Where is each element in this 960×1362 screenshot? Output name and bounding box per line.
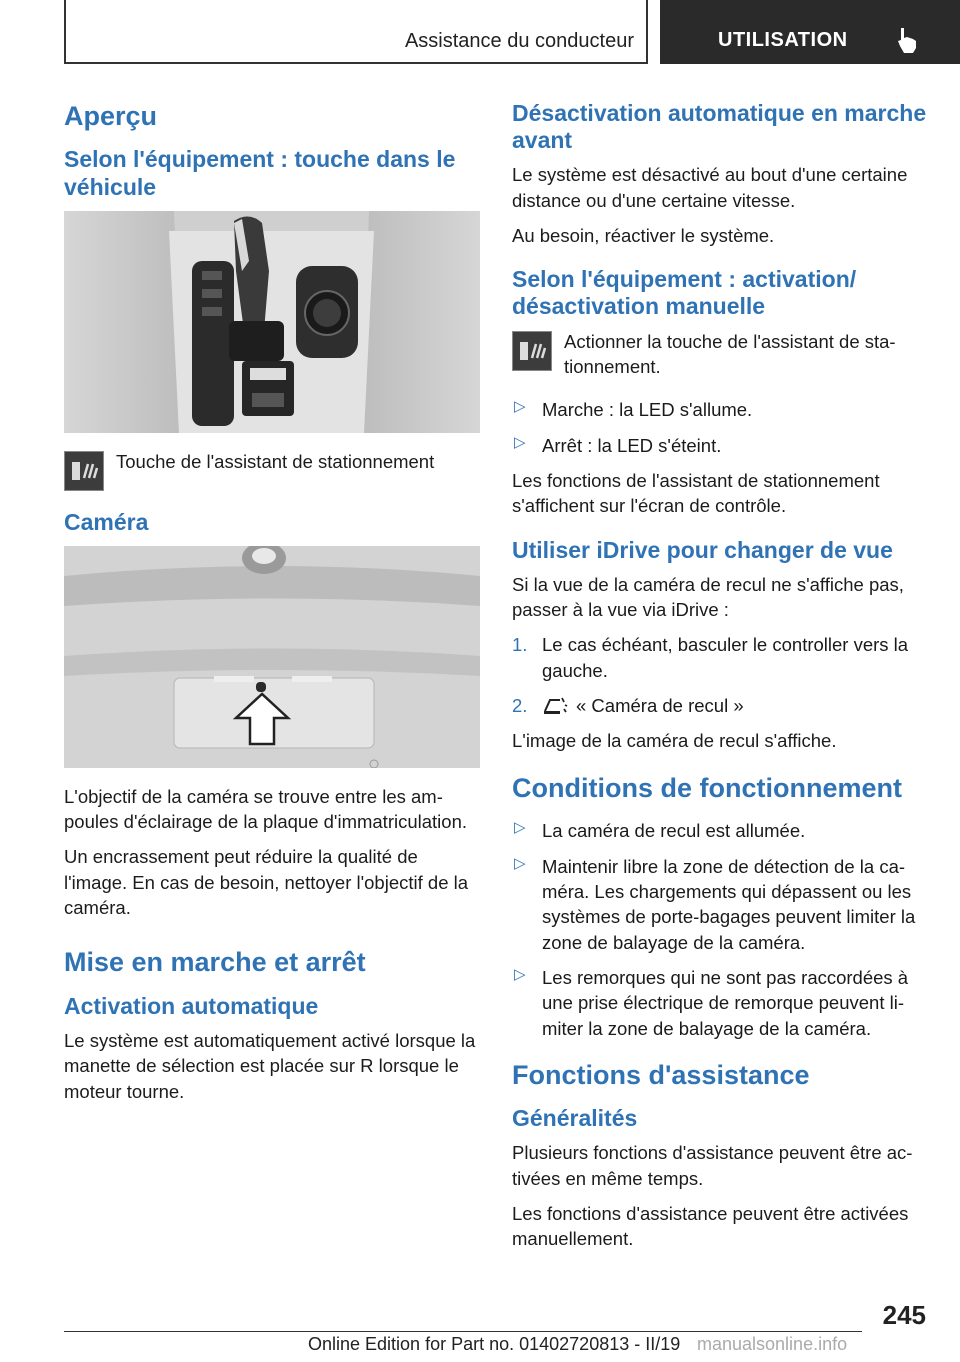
auto-deactivation-paragraph-1: Le système est désactivé au bout d'une certaine distance ou d'une certaine vitesse. xyxy=(512,164,908,211)
button-caption: Touche de l'assistant de stationnement xyxy=(116,450,435,472)
header-section-title: Assistance du conducteur xyxy=(404,30,634,52)
camera-paragraph-1: L'objectif de la caméra se trouve entre les am-poules d'éclairage de la plaque d'immatriculation. xyxy=(64,785,467,833)
overview-heading: Aperçu xyxy=(64,101,158,131)
manual-after-text: Les fonctions de l'assistant de stationnement s'affichent sur l'écran de contrôle. xyxy=(512,469,880,517)
camera-paragraph-2: Un encrassement peut réduire la qualité de l'image. En cas de besoin, nettoyer l'objectif de la caméra. xyxy=(64,846,469,919)
manual-activation-heading: Selon l'équipement : activation/ désactivation manuelle xyxy=(512,266,857,320)
footer-watermark: manualsonline.info xyxy=(697,1334,848,1354)
auto-activation-text: Le système est automatiquement activé lorsque la manette de sélection est placée sur R lorsque le moteur tourne. xyxy=(64,1030,476,1102)
general-paragraph-2: Les fonctions d'assistance peuvent être activées manuellement. xyxy=(512,1203,909,1250)
idrive-after-text: L'image de la caméra de recul s'affiche. xyxy=(512,730,837,752)
rear-camera-photo xyxy=(64,546,480,768)
list-item: ▷ Les remorques qui ne sont pas raccordées à une prise électrique de remorque peuvent li-miter la zone de balayage de la caméra. xyxy=(514,965,909,1039)
triangle-bullet-icon: ▷ xyxy=(514,819,526,837)
parking-assistant-button-icon xyxy=(64,451,104,491)
footer-edition: Online Edition for Part no. 01402720813 - II/19 xyxy=(308,1334,681,1354)
triangle-bullet-icon: ▷ xyxy=(514,433,526,451)
triangle-bullet-icon: ▷ xyxy=(514,398,526,416)
list-item: ▷ Maintenir libre la zone de détection de la ca-méra. Les chargements qui dépassent ou les systèmes de porte-bagages peuvent limiter la zone de balayage de la caméra. xyxy=(514,854,916,953)
idrive-steps xyxy=(512,632,932,718)
on-off-heading: Mise en marche et arrêt xyxy=(64,947,366,978)
header-chapter-title: UTILISATION xyxy=(718,29,848,51)
auto-deactivation-heading: Désactivation automatique en marche avant xyxy=(512,100,927,154)
list-item: 1. Le cas échéant, basculer le controller vers la gauche. xyxy=(512,634,909,681)
manual-bullet-list xyxy=(512,397,932,458)
general-paragraph-1: Plusieurs fonctions d'assistance peuvent être ac-tivées en même temps. xyxy=(512,1142,913,1189)
idrive-text: Si la vue de la caméra de recul ne s'affiche pas, passer à la vue via iDrive : xyxy=(512,573,904,621)
auto-deactivation-paragraph-2: Au besoin, réactiver le système. xyxy=(512,224,775,246)
page-number: 245 xyxy=(882,1300,926,1330)
equipment-button-heading: Selon l'équipement : touche dans le véhicule xyxy=(64,146,456,200)
header-chapter-box xyxy=(660,0,960,64)
left-column xyxy=(64,100,482,1114)
list-item: ▷ La caméra de recul est allumée. xyxy=(514,819,806,842)
center-console-photo xyxy=(64,211,480,433)
camera-heading: Caméra xyxy=(64,508,149,535)
conditions-heading: Conditions de fonctionnement xyxy=(512,772,902,803)
footer-divider xyxy=(64,1331,862,1332)
parking-assistant-button-icon xyxy=(512,331,552,371)
manual-activation-row xyxy=(512,329,932,380)
auto-activation-heading: Activation automatique xyxy=(64,992,319,1019)
rear-camera-icon xyxy=(542,696,568,716)
pointing-hand-icon xyxy=(896,26,920,54)
conditions-list xyxy=(512,818,932,1041)
manual-activation-text: Actionner la touche de l'assistant de sta-tionnement. xyxy=(564,330,896,377)
triangle-bullet-icon: ▷ xyxy=(514,854,526,872)
triangle-bullet-icon: ▷ xyxy=(514,965,526,983)
list-item: ▷ Marche : la LED s'allume. xyxy=(514,398,753,421)
right-column xyxy=(512,100,932,1262)
list-item: ▷ Arrêt : la LED s'éteint. xyxy=(514,433,722,456)
general-heading: Généralités xyxy=(512,1105,638,1132)
assist-functions-heading: Fonctions d'assistance xyxy=(512,1059,810,1090)
list-item: 2. « Caméra de recul » xyxy=(512,695,744,717)
idrive-heading: Utiliser iDrive pour changer de vue xyxy=(512,536,893,563)
button-caption-row xyxy=(64,449,482,491)
header-section-box xyxy=(64,0,648,64)
